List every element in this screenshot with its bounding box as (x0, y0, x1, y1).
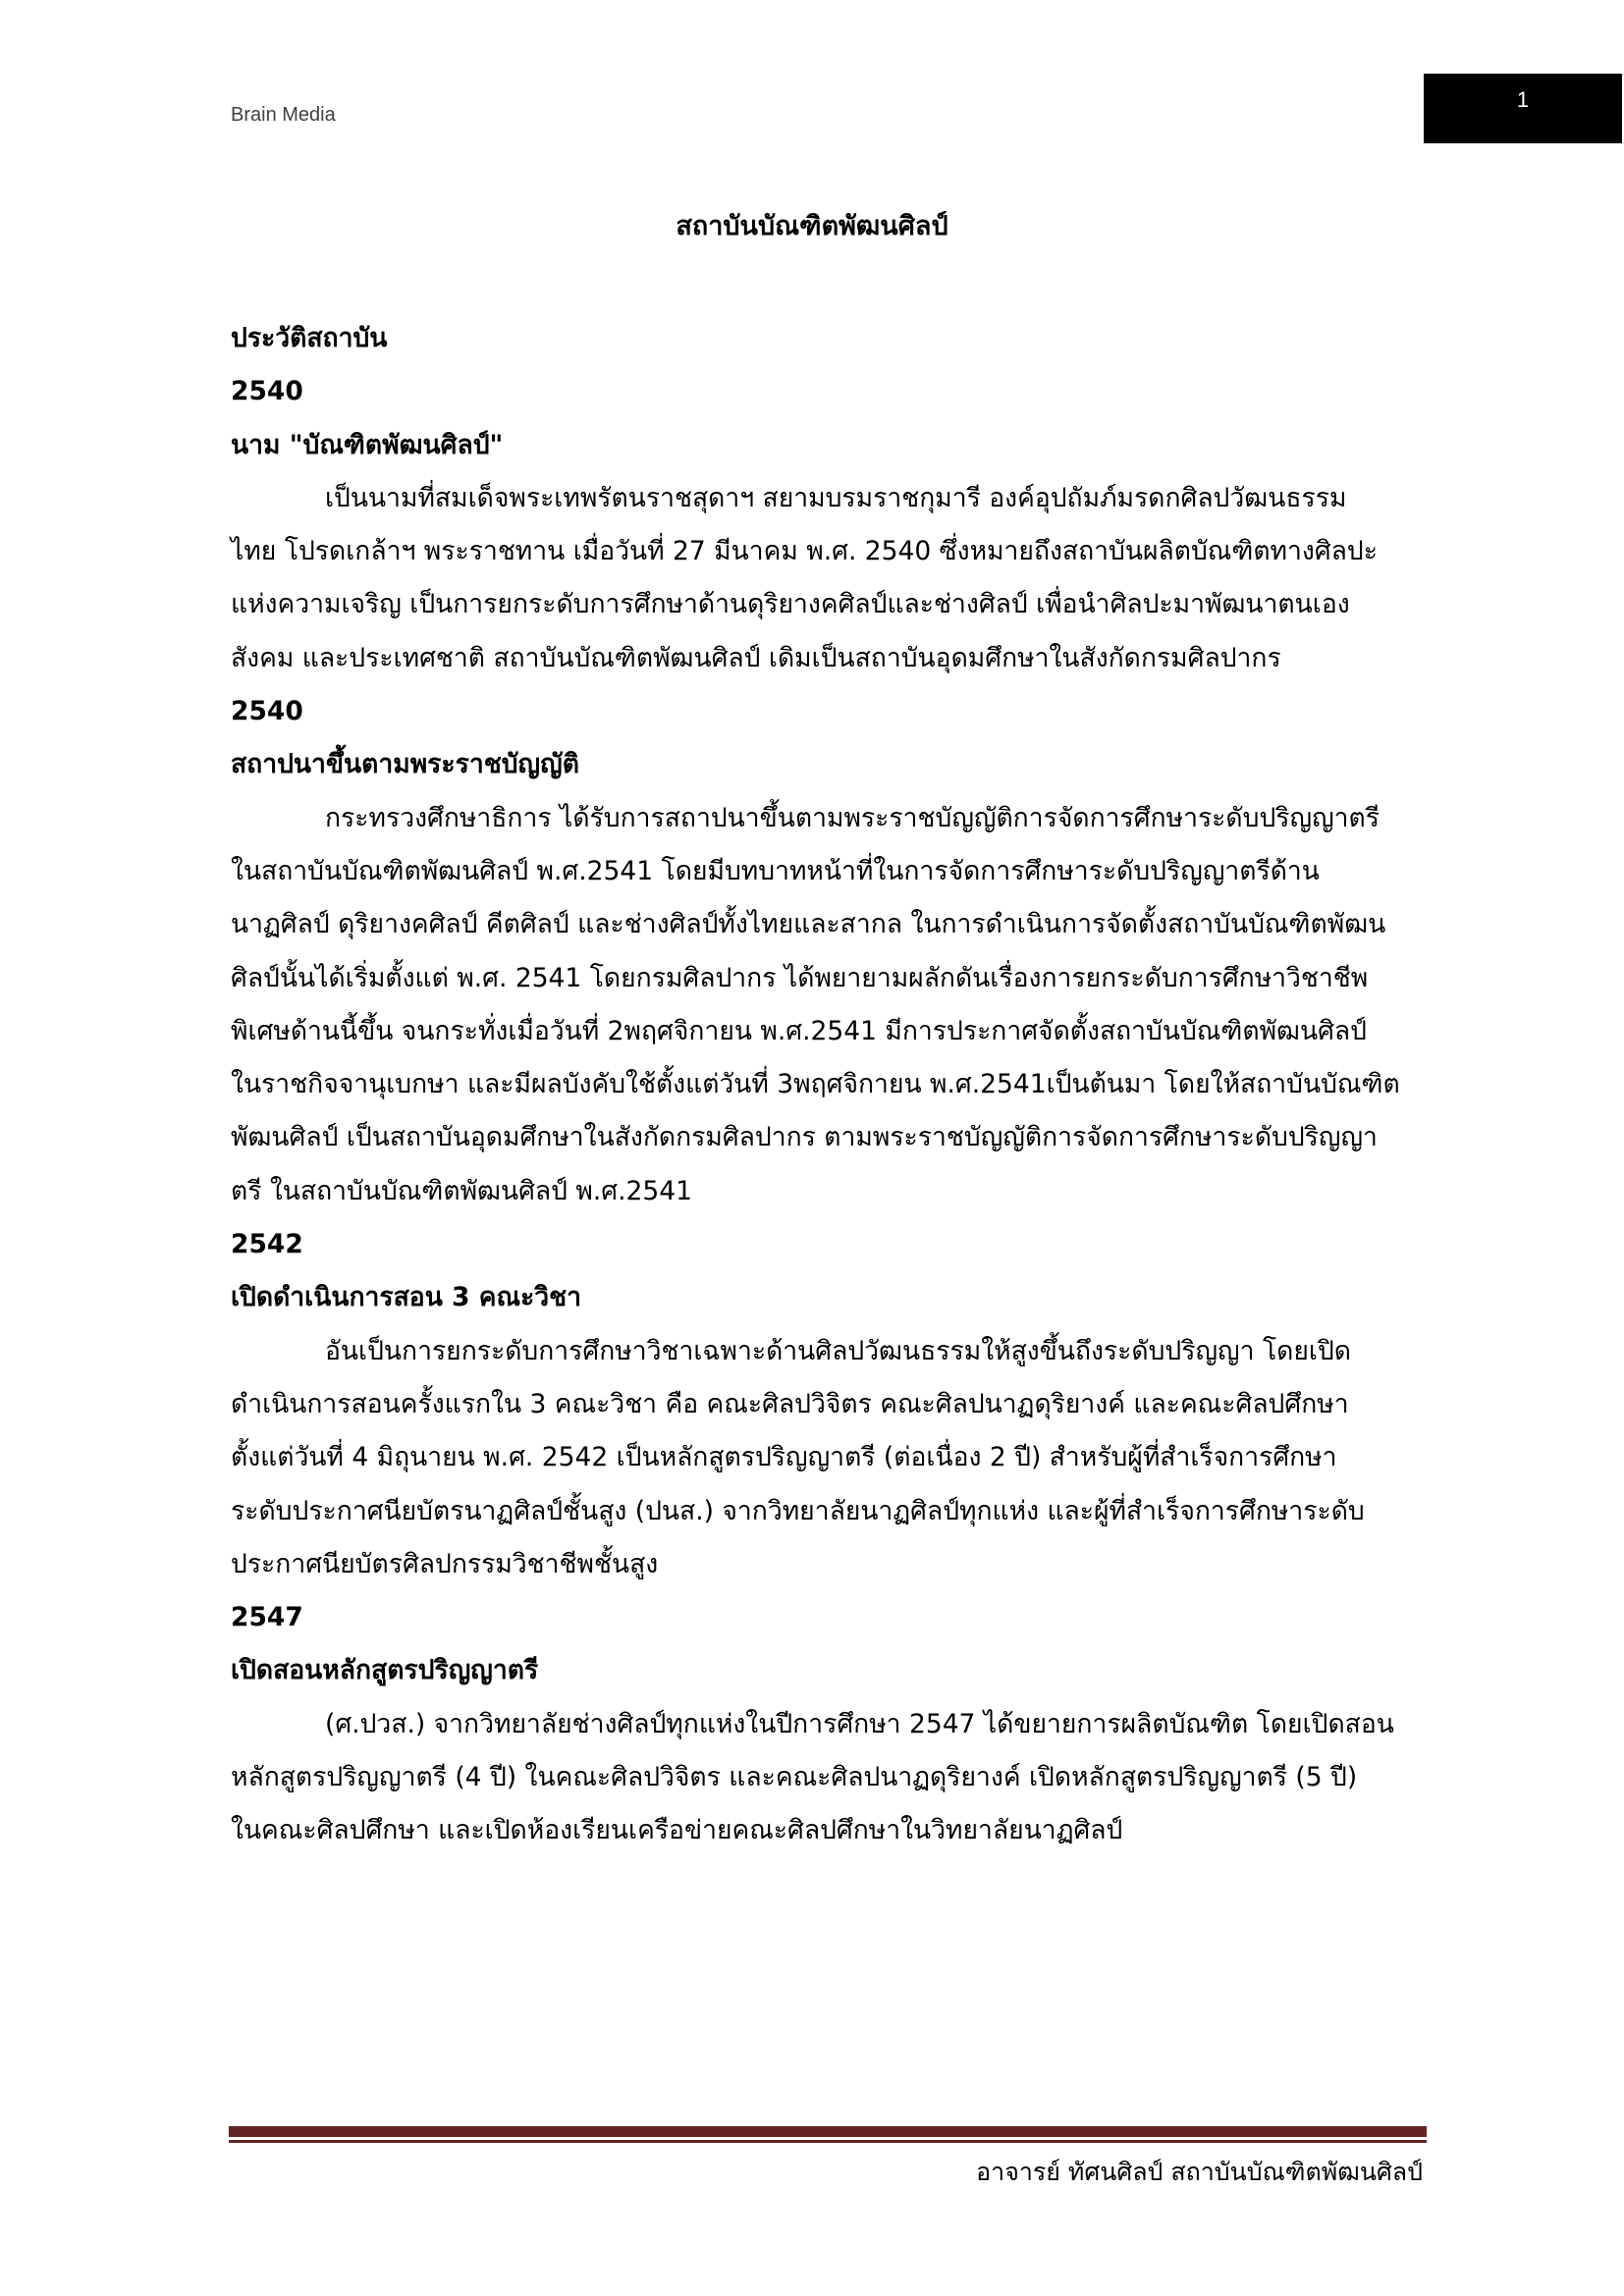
section-year: 2542 (231, 1229, 303, 1260)
paragraph-line: ในคณะศิลปศึกษา และเปิดห้องเรียนเครือข่ายคณะศิลปศึกษาในวิทยาลัยนาฏศิลป์ (231, 1815, 1123, 1846)
section-year: 2540 (231, 376, 303, 407)
paragraph-line: หลักสูตรปริญญาตรี (4 ปี) ในคณะศิลปวิจิตร และคณะศิลปนาฏดุริยางค์ เปิดหลักสูตรปริญญาตรี (5 ปี) (231, 1762, 1358, 1793)
paragraph-line: ระดับประกาศนียบัตรนาฏศิลป์ชั้นสูง (ปนส.) จากวิทยาลัยนาฏศิลป์ทุกแห่ง และผู้ที่สำเร็จการศึกษาระดับ (231, 1495, 1365, 1526)
document-body (231, 312, 1424, 1858)
paragraph-line: สังคม และประเทศชาติ สถาบันบัณฑิตพัฒนศิลป์ เดิมเป็นสถาบันอุดมศึกษาในสังกัดกรมศิลปากร (231, 642, 1281, 673)
paragraph-line: ดำเนินการสอนครั้งแรกใน 3 คณะวิชา คือ คณะศิลปวิจิตร คณะศิลปนาฏดุริยางค์ และคณะศิลปศึกษา (231, 1388, 1349, 1419)
footer-author: อาจารย์ ทัศนศิลป์ สถาบันบัณฑิตพัฒนศิลป์ (976, 2158, 1423, 2186)
section-year: 2547 (231, 1602, 303, 1633)
section-heading: เปิดดำเนินการสอน 3 คณะวิชา (231, 1282, 582, 1313)
paragraph-line: แห่งความเจริญ เป็นการยกระดับการศึกษาด้านดุริยางคศิลป์และช่างศิลป์ เพื่อนำศิลปะมาพัฒนาตนเอง (231, 589, 1350, 620)
paragraph-line: อันเป็นการยกระดับการศึกษาวิชาเฉพาะด้านศิลปวัฒนธรรมให้สูงขึ้นถึงระดับปริญญา โดยเปิด (325, 1335, 1352, 1366)
paragraph-line: ตรี ในสถาบันบัณฑิตพัฒนศิลป์ พ.ศ.2541 (231, 1175, 692, 1206)
paragraph-line: พัฒนศิลป์ เป็นสถาบันอุดมศึกษาในสังกัดกรมศิลปากร ตามพระราชบัญญัติการจัดการศึกษาระดับปริญญา (231, 1122, 1378, 1153)
paragraph-line: ศิลป์นั้นได้เริ่มตั้งแต่ พ.ศ. 2541 โดยกรมศิลปากร ได้พยายามผลักดันเรื่องการยกระดับการศึกษาวิชาชีพ (231, 962, 1369, 993)
header-brand: Brain Media (231, 104, 336, 126)
paragraph-line: ไทย โปรดเกล้าฯ พระราชทาน เมื่อวันที่ 27 มีนาคม พ.ศ. 2540 ซึ่งหมายถึงสถาบันผลิตบัณฑิตทางศิลปะ (231, 536, 1378, 567)
paragraph-line: ตั้งแต่วันที่ 4 มิถุนายน พ.ศ. 2542 เป็นหลักสูตรปริญญาตรี (ต่อเนื่อง 2 ปี) สำหรับผู้ที่สำเร็จการศึกษา (231, 1442, 1337, 1473)
section-year: 2540 (231, 696, 303, 727)
section-heading-history: ประวัติสถาบัน (231, 323, 388, 353)
paragraph-line: กระทรวงศึกษาธิการ ได้รับการสถาปนาขึ้นตามพระราชบัญญัติการจัดการศึกษาระดับปริญญาตรี (325, 802, 1380, 833)
section-heading: นาม "บัณฑิตพัฒนศิลป์" (231, 429, 504, 460)
paragraph-line: ในราชกิจจานุเบกษา และมีผลบังคับใช้ตั้งแต่วันที่ 3พฤศจิกายน พ.ศ.2541เป็นต้นมา โดยให้สถาบันบัณฑิต (231, 1069, 1400, 1100)
footer-rule-thick (229, 2126, 1427, 2137)
paragraph-line: (ศ.ปวส.) จากวิทยาลัยช่างศิลป์ทุกแห่งในปีการศึกษา 2547 ได้ขยายการผลิตบัณฑิต โดยเปิดสอน (325, 1708, 1394, 1739)
paragraph-line: นาฏศิลป์ ดุริยางคศิลป์ คีตศิลป์ และช่างศิลป์ทั้งไทยและสากล ในการดำเนินการจัดตั้งสถาบันบัณฑิตพัฒน (231, 909, 1386, 940)
page-number: 1 (1516, 87, 1530, 112)
document-title: สถาบันบัณฑิตพัฒนศิลป์ (676, 211, 948, 241)
page-number-box (1424, 74, 1622, 143)
paragraph-line: เป็นนามที่สมเด็จพระเทพรัตนราชสุดาฯ สยามบรมราชกุมารี องค์อุปถัมภ์มรดกศิลปวัฒนธรรม (325, 482, 1347, 513)
paragraph-line: ในสถาบันบัณฑิตพัฒนศิลป์ พ.ศ.2541 โดยมีบทบาทหน้าที่ในการจัดการศึกษาระดับปริญญาตรีด้าน (231, 855, 1320, 886)
paragraph-line: พิเศษด้านนี้ขึ้น จนกระทั่งเมื่อวันที่ 2พฤศจิกายน พ.ศ.2541 มีการประกาศจัดตั้งสถาบันบัณฑิตพัฒนศิลป์ (231, 1015, 1367, 1046)
section-heading: เปิดสอนหลักสูตรปริญญาตรี (231, 1655, 539, 1686)
paragraph-line: ประกาศนียบัตรศิลปกรรมวิชาชีพชั้นสูง (231, 1548, 659, 1579)
section-heading: สถาปนาขึ้นตามพระราชบัญญัติ (231, 749, 579, 780)
footer-rule-thin (229, 2140, 1427, 2143)
